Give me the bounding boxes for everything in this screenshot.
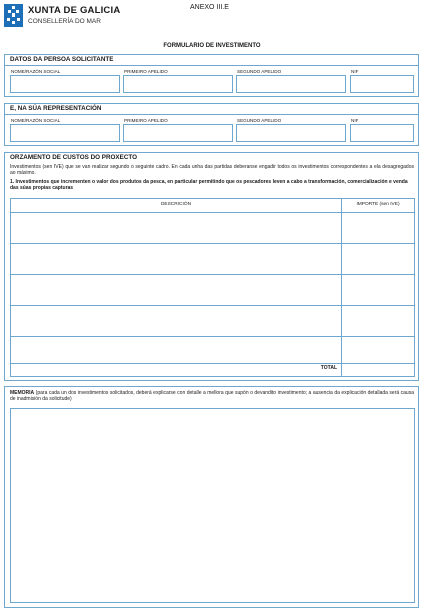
- budget-section: [4, 152, 419, 381]
- applicant-section-title: DATOS DA PERSOA SOLICITANTE: [10, 56, 114, 63]
- memory-heading: [10, 390, 414, 403]
- rep-name-field[interactable]: [10, 124, 120, 142]
- first-surname-label: PRIMEIRO APELIDO: [124, 69, 168, 74]
- row-description-cell[interactable]: [11, 306, 340, 336]
- applicant-section: [4, 54, 419, 97]
- representative-section-title: E, NA SÚA REPRESENTACIÓN: [10, 105, 102, 112]
- second-surname-field[interactable]: [236, 75, 346, 93]
- form-title: FORMULARIO DE INVESTIMENTO: [163, 43, 261, 49]
- xunta-logo: [4, 4, 134, 30]
- table-row[interactable]: [11, 337, 414, 363]
- budget-table: [10, 198, 415, 377]
- row-amount-cell[interactable]: [342, 306, 414, 336]
- table-row[interactable]: [11, 306, 414, 336]
- table-row[interactable]: [11, 244, 414, 274]
- memory-textarea[interactable]: [10, 408, 415, 603]
- nif-field[interactable]: [350, 75, 414, 93]
- nif-label: NIF: [351, 69, 359, 74]
- name-label: NOME/RAZÓN SOCIAL: [11, 69, 61, 74]
- row-description-cell[interactable]: [11, 213, 340, 243]
- table-row[interactable]: [11, 213, 414, 243]
- rep-nif-field[interactable]: [350, 124, 414, 142]
- total-amount-cell[interactable]: [342, 364, 414, 376]
- annex-label: ANEXO III.E: [190, 4, 229, 11]
- rep-second-surname-field[interactable]: [236, 124, 346, 142]
- first-surname-field[interactable]: [123, 75, 233, 93]
- row-description-cell[interactable]: [11, 275, 340, 305]
- row-amount-cell[interactable]: [342, 275, 414, 305]
- rep-first-surname-field[interactable]: [123, 124, 233, 142]
- amount-header: IMPORTE (sen IVE): [356, 202, 400, 207]
- section-divider: [5, 65, 418, 66]
- rep-nif-label: NIF: [351, 118, 359, 123]
- logo-title: XUNTA DE GALICIA: [28, 5, 121, 16]
- total-label: TOTAL: [320, 365, 337, 371]
- memory-note: (para cada un dos investimentos solicitados, deberá explicarse con detalle a mellora que supón o devandito investimento; a ausencia da explicación detallada será causa de inadmisión da solicitude): [10, 390, 414, 403]
- name-field[interactable]: [10, 75, 120, 93]
- budget-item-1: 1. Investimentos que incrementen o valor dos produtos da pesca, en particular permitindo que os pescadores leven a cabo a transformación, comercialización e venda das súas propias capturas: [10, 179, 408, 192]
- memory-title: MEMORIA: [10, 390, 35, 396]
- logo-subtitle: CONSELLERÍA DO MAR: [28, 18, 101, 25]
- row-amount-cell[interactable]: [342, 244, 414, 274]
- rep-first-surname-label: PRIMEIRO APELIDO: [124, 118, 168, 123]
- second-surname-label: SEGUNDO APELIDO: [237, 69, 282, 74]
- memory-section: [4, 386, 419, 608]
- row-amount-cell[interactable]: [342, 337, 414, 363]
- budget-section-title: ORZAMENTO DE CUSTOS DO PROXECTO: [10, 154, 138, 161]
- rep-name-label: NOME/RAZÓN SOCIAL: [11, 118, 61, 123]
- budget-intro: Investimentos (sen IVE) que se van realizar segundo o seguinte cadro. En cada unha das partidas deberanse engadir todos os investimentos correspondentes a ela desagregados ao máximo.: [10, 164, 414, 177]
- representative-section: [4, 103, 419, 146]
- table-row[interactable]: [11, 275, 414, 305]
- row-amount-cell[interactable]: [342, 213, 414, 243]
- rep-second-surname-label: SEGUNDO APELIDO: [237, 118, 282, 123]
- description-header: DESCRICIÓN: [160, 202, 192, 207]
- row-description-cell[interactable]: [11, 337, 340, 363]
- galicia-emblem-icon: [4, 4, 23, 27]
- row-description-cell[interactable]: [11, 244, 340, 274]
- section-divider: [5, 114, 418, 115]
